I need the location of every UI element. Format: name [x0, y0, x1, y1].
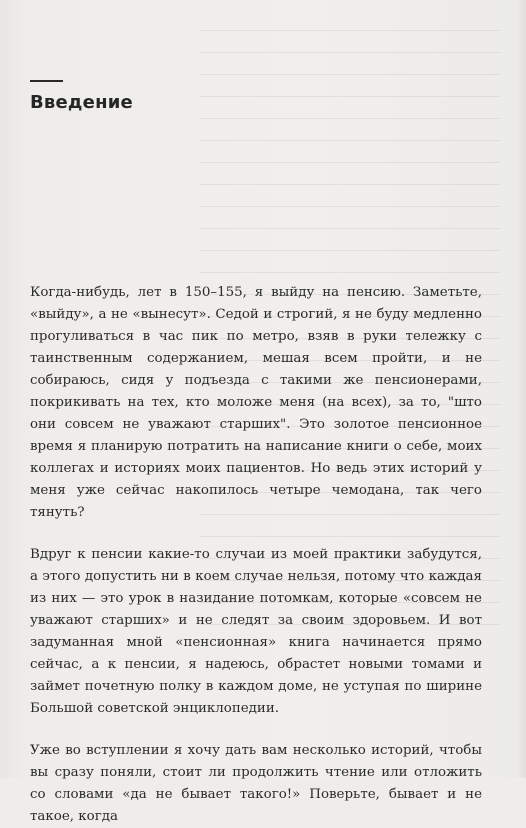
paragraph: Когда-нибудь, лет в 150–155, я выйду на пенсию. Заметьте, «выйду», а не «вынесут». Седой и строгий, я не буду медленно прогуливаться в час пик по метро, взяв в руки тележку с таинственным содержанием, мешая всем пройти, и не собираюсь, сидя у подъезда с такими же пенсионерами, покрикивать на тех, кто моложе меня (на всех), за то, "што они совсем не уважают старших". Это золотое пенсионное время я планирую потратить на написание книги о себе, моих коллегах и историях моих пациентов. Но ведь этих историй у меня уже сейчас накопилось четыре чемодана, так чего тянуть?	[30, 285, 482, 520]
paragraph: Вдруг к пенсии какие-то случаи из моей практики забудутся, а этого допустить ни в коем случае нельзя, потому что каждая из них — это урок в назидание потомкам, которые «совсем не уважают старших» и не следят за своим здоровьем. И вот задуманная мной «пенсионная» книга начинается прямо сейчас, а к пенсии, я надеюсь, обрастет новыми томами и займет почетную полку в каждом доме, не уступая по ширине Большой советской энциклопедии.	[30, 547, 482, 716]
page-edge-shadow	[516, 0, 526, 778]
chapter-heading: Введение	[30, 92, 133, 113]
paragraph: Уже во вступлении я хочу дать вам несколько историй, чтобы вы сразу поняли, стоит ли продолжить чтение или отложить со словами «да не бывает такого!» Поверьте, бывает и не такое, когда	[30, 743, 482, 824]
heading-rule	[30, 80, 63, 82]
body-text	[30, 282, 482, 828]
